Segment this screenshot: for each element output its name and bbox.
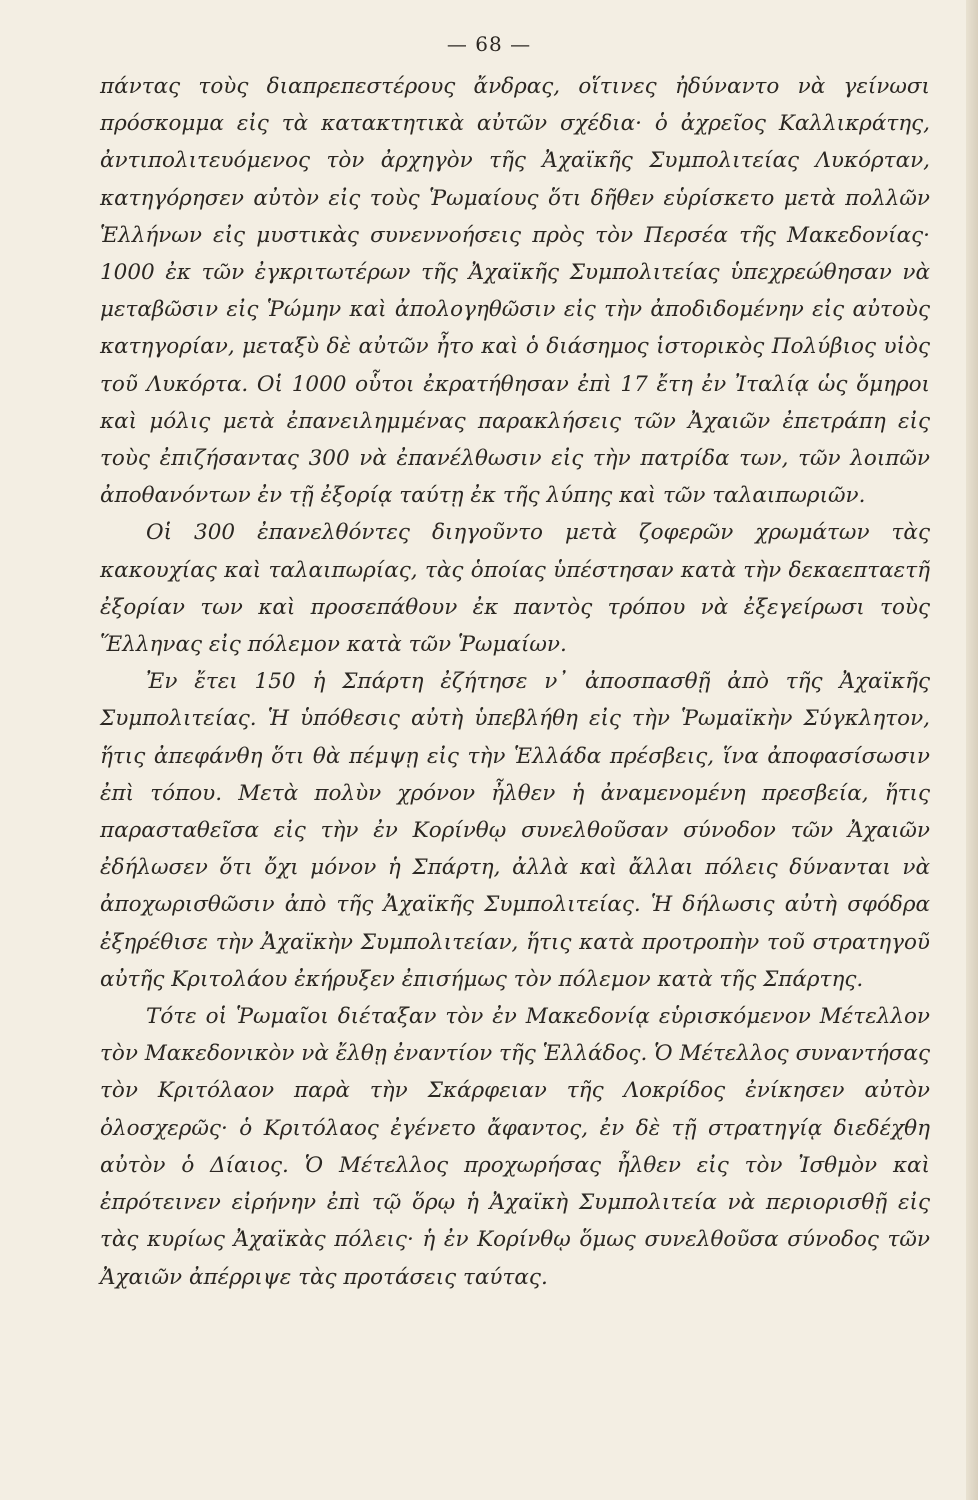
text-body <box>100 68 930 1296</box>
paragraph: πάντας τοὺς διαπρεπεστέρους ἄνδρας, οἵτινες ἠδύναντο νὰ γείνωσι πρόσκομμα εἰς τὰ κατακτητικὰ αὐτῶν σχέδια· ὁ ἀχρεῖος Καλλικράτης, ἀντιπολιτευόμενος τὸν ἀρχηγὸν τῆς Ἀχαϊκῆς Συμπολιτείας Λυκόρταν, κατηγόρησεν αὐτὸν εἰς τοὺς Ῥωμαίους ὅτι δῆθεν εὑρίσκετο μετὰ πολλῶν Ἑλλήνων εἰς μυστικὰς συνεννοήσεις πρὸς τὸν Περσέα τῆς Μακεδονίας· 1000 ἐκ τῶν ἐγκριτωτέρων τῆς Ἀχαϊκῆς Συμπολιτείας ὑπεχρεώθησαν νὰ μεταβῶσιν εἰς Ῥώμην καὶ ἀπολογηθῶσιν εἰς τὴν ἀποδιδομένην εἰς αὐτοὺς κατηγορίαν, μεταξὺ δὲ αὐτῶν ἦτο καὶ ὁ διάσημος ἱστορικὸς Πολύβιος υἱὸς τοῦ Λυκόρτα. Οἱ 1000 οὗτοι ἐκρατήθησαν ἐπὶ 17 ἔτη ἐν Ἰταλίᾳ ὡς ὅμηροι καὶ μόλις μετὰ ἐπανειλημμένας παρακλήσεις τῶν Ἀχαιῶν ἐπετράπη εἰς τοὺς ἐπιζήσαντας 300 νὰ ἐπανέλθωσιν εἰς τὴν πατρίδα των, τῶν λοιπῶν ἀποθανόντων ἐν τῇ ἐξορίᾳ ταύτῃ ἐκ τῆς λύπης καὶ τῶν ταλαιπωριῶν. <box>100 74 930 509</box>
page-edge <box>966 0 978 1500</box>
page-number: — 68 — <box>446 32 532 56</box>
paragraph: Οἱ 300 ἐπανελθόντες διηγοῦντο μετὰ ζοφερῶν χρωμάτων τὰς κακουχίας καὶ ταλαιπωρίας, τὰς ὁποίας ὑπέστησαν κατὰ τὴν δεκαεπταετῆ ἐξορίαν των καὶ προσεπάθουν ἐκ παντὸς τρόπου νὰ ἐξεγείρωσι τοὺς Ἕλληνας εἰς πόλεμον κατὰ τῶν Ῥωμαίων. <box>100 520 930 658</box>
paragraph: Τότε οἱ Ῥωμαῖοι διέταξαν τὸν ἐν Μακεδονίᾳ εὑρισκόμενον Μέτελλον τὸν Μακεδονικὸν νὰ ἔλθῃ ἐναντίον τῆς Ἑλλάδος. Ὁ Μέτελλος συναντήσας τὸν Κριτόλαον παρὰ τὴν Σκάρφειαν τῆς Λοκρίδος ἐνίκησεν αὐτὸν ὁλοσχερῶς· ὁ Κριτόλαος ἐγένετο ἄφαντος, ἐν δὲ τῇ στρατηγίᾳ διεδέχθη αὐτὸν ὁ Δίαιος. Ὁ Μέτελλος προχωρήσας ἦλθεν εἰς τὸν Ἰσθμὸν καὶ ἐπρότεινεν εἰρήνην ἐπὶ τῷ ὅρῳ ἡ Ἀχαϊκὴ Συμπολιτεία νὰ περιορισθῇ εἰς τὰς κυρίως Ἀχαϊκὰς πόλεις· ἡ ἐν Κορίνθῳ ὅμως συνελθοῦσα σύνοδος τῶν Ἀχαιῶν ἀπέρριψε τὰς προτάσεις ταύτας. <box>100 1004 930 1290</box>
paragraph: Ἐν ἔτει 150 ἡ Σπάρτη ἐζήτησε ν᾿ ἀποσπασθῇ ἀπὸ τῆς Ἀχαϊκῆς Συμπολιτείας. Ἡ ὑπόθεσις αὐτὴ ὑπεβλήθη εἰς τὴν Ῥωμαϊκὴν Σύγκλητον, ἥτις ἀπεφάνθη ὅτι θὰ πέμψῃ εἰς τὴν Ἑλλάδα πρέσβεις, ἵνα ἀποφασίσωσιν ἐπὶ τόπου. Μετὰ πολὺν χρόνον ἦλθεν ἡ ἀναμενομένη πρεσβεία, ἥτις παρασταθεῖσα εἰς τὴν ἐν Κορίνθῳ συνελθοῦσαν σύνοδον τῶν Ἀχαιῶν ἐδήλωσεν ὅτι ὄχι μόνον ἡ Σπάρτη, ἀλλὰ καὶ ἄλλαι πόλεις δύνανται νὰ ἀποχωρισθῶσιν ἀπὸ τῆς Ἀχαϊκῆς Συμπολιτείας. Ἡ δήλωσις αὐτὴ σφόδρα ἐξηρέθισε τὴν Ἀχαϊκὴν Συμπολιτείαν, ἥτις κατὰ προτροπὴν τοῦ στρατηγοῦ αὐτῆς Κριτολάου ἐκήρυξεν ἐπισήμως τὸν πόλεμον κατὰ τῆς Σπάρτης. <box>100 669 930 992</box>
